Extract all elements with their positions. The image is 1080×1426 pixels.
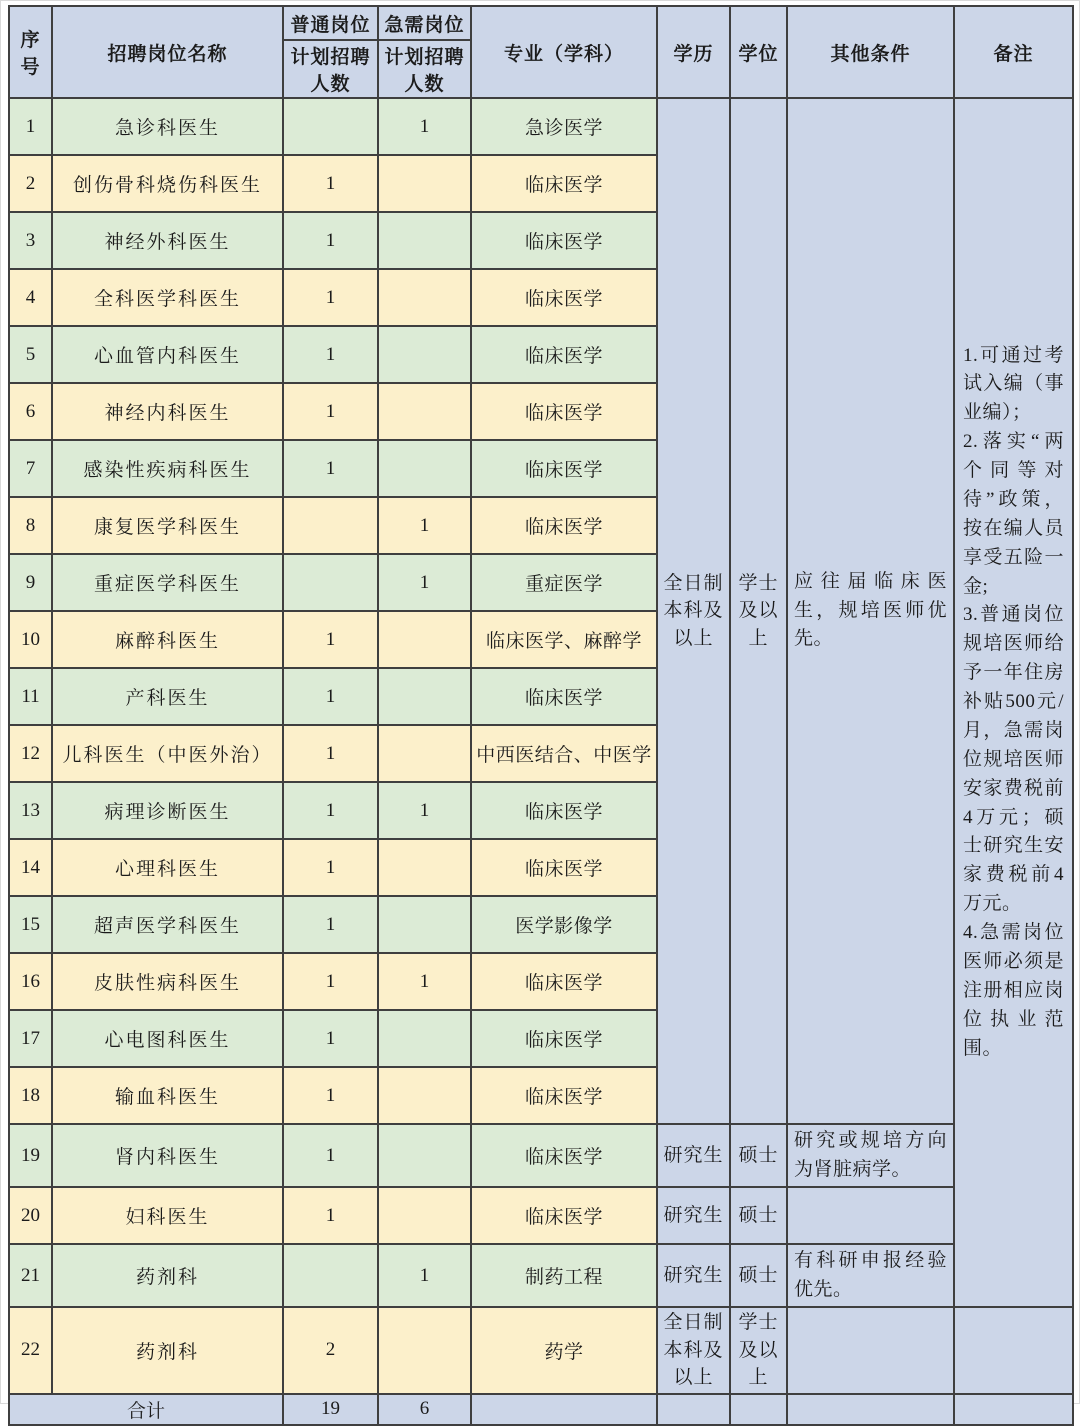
cell-degree: 硕士: [730, 1244, 787, 1307]
cell-position: 急诊科医生: [52, 98, 283, 155]
cell-serial: 14: [9, 839, 52, 896]
cell-regular-count: 1: [283, 1010, 378, 1067]
cell-serial: 1: [9, 98, 52, 155]
remark-item: 3.普通岗位规培医师给予一年住房补贴500元/月，急需岗位规培医师安家费税前4万元；硕士研究生安家费税前4万元。: [963, 604, 1064, 915]
cell-serial: 19: [9, 1124, 52, 1187]
cell-major: 临床医学: [471, 155, 657, 212]
remark-item: 2.落实“两个同等对待”政策，按在编人员享受五险一金;: [963, 431, 1064, 597]
cell-serial: 22: [9, 1307, 52, 1394]
cell-regular-count: 1: [283, 269, 378, 326]
cell-serial: 10: [9, 611, 52, 668]
cell-serial: 6: [9, 383, 52, 440]
cell-total-education: [657, 1394, 730, 1425]
cell-major: 临床医学: [471, 839, 657, 896]
cell-position: 重症医学科医生: [52, 554, 283, 611]
cell-serial: 8: [9, 497, 52, 554]
cell-urgent-count: 1: [378, 554, 471, 611]
table-row: [9, 1187, 1073, 1244]
header-regular-group: 普通岗位: [283, 6, 378, 40]
header-other: 其他条件: [787, 6, 954, 98]
cell-total-other: [787, 1394, 954, 1425]
cell-major: 临床医学: [471, 326, 657, 383]
cell-serial: 21: [9, 1244, 52, 1307]
cell-regular-count: 1: [283, 383, 378, 440]
cell-regular-count: [283, 554, 378, 611]
cell-major: 中西医结合、中医学: [471, 725, 657, 782]
cell-position: 产科医生: [52, 668, 283, 725]
cell-urgent-count: [378, 383, 471, 440]
cell-urgent-count: [378, 725, 471, 782]
cell-serial: 4: [9, 269, 52, 326]
cell-position: 肾内科医生: [52, 1124, 283, 1187]
cell-urgent-count: [378, 1124, 471, 1187]
cell-urgent-count: [378, 896, 471, 953]
cell-position: 感染性疾病科医生: [52, 440, 283, 497]
cell-major: 临床医学: [471, 1067, 657, 1124]
cell-urgent-count: [378, 269, 471, 326]
cell-urgent-count: [378, 1187, 471, 1244]
cell-regular-count: 1: [283, 1067, 378, 1124]
cell-serial: 13: [9, 782, 52, 839]
cell-total-urgent: 6: [378, 1394, 471, 1425]
cell-major: 临床医学: [471, 497, 657, 554]
header-degree: 学位: [730, 6, 787, 98]
cell-serial: 7: [9, 440, 52, 497]
table-row: [9, 98, 1073, 155]
cell-other: 有科研申报经验优先。: [787, 1244, 954, 1307]
cell-urgent-count: 1: [378, 98, 471, 155]
cell-regular-count: 1: [283, 725, 378, 782]
cell-degree-merged: 学士及以上: [730, 98, 787, 1124]
cell-position: 输血科医生: [52, 1067, 283, 1124]
cell-position: 病理诊断医生: [52, 782, 283, 839]
cell-serial: 20: [9, 1187, 52, 1244]
cell-degree: 硕士: [730, 1187, 787, 1244]
cell-position: 神经外科医生: [52, 212, 283, 269]
cell-major: 重症医学: [471, 554, 657, 611]
cell-major: 临床医学: [471, 269, 657, 326]
cell-regular-count: 1: [283, 1187, 378, 1244]
table-row: [9, 1244, 1073, 1307]
cell-position: 儿科医生（中医外治）: [52, 725, 283, 782]
cell-urgent-count: [378, 155, 471, 212]
header-major: 专业（学科）: [471, 6, 657, 98]
cell-regular-count: 1: [283, 839, 378, 896]
cell-position: 皮肤性病科医生: [52, 953, 283, 1010]
cell-serial: 16: [9, 953, 52, 1010]
cell-position: 心血管内科医生: [52, 326, 283, 383]
cell-position: 妇科医生: [52, 1187, 283, 1244]
cell-urgent-count: [378, 326, 471, 383]
cell-regular-count: [283, 1244, 378, 1307]
cell-major: 临床医学: [471, 1124, 657, 1187]
cell-serial: 5: [9, 326, 52, 383]
cell-position: 神经内科医生: [52, 383, 283, 440]
cell-position: 心理科医生: [52, 839, 283, 896]
cell-regular-count: 1: [283, 896, 378, 953]
cell-serial: 17: [9, 1010, 52, 1067]
header-position: 招聘岗位名称: [52, 6, 283, 98]
header-row-top: [9, 6, 1073, 40]
header-urgent-group: 急需岗位: [378, 6, 471, 40]
cell-total-major: [471, 1394, 657, 1425]
remark-item: 4.急需岗位医师必须是注册相应岗位执业范围。: [963, 922, 1064, 1059]
cell-urgent-count: [378, 839, 471, 896]
cell-major: 医学影像学: [471, 896, 657, 953]
cell-regular-count: [283, 98, 378, 155]
cell-other: [787, 1307, 954, 1394]
header-remark: 备注: [954, 6, 1073, 98]
table-row: [9, 1307, 1073, 1394]
cell-regular-count: 1: [283, 782, 378, 839]
cell-degree: 学士及以上: [730, 1307, 787, 1394]
cell-total-remark: [954, 1394, 1073, 1425]
cell-regular-count: 1: [283, 611, 378, 668]
cell-urgent-count: [378, 1010, 471, 1067]
cell-serial: 11: [9, 668, 52, 725]
cell-education-merged: 全日制本科及以上: [657, 98, 730, 1124]
cell-position: 药剂科: [52, 1244, 283, 1307]
cell-major: 临床医学、麻醉学: [471, 611, 657, 668]
header-plan-urgent: 计划招聘人数: [378, 40, 471, 98]
cell-position: 麻醉科医生: [52, 611, 283, 668]
footer-total-row: [9, 1394, 1073, 1425]
cell-urgent-count: [378, 212, 471, 269]
header-education: 学历: [657, 6, 730, 98]
cell-urgent-count: [378, 440, 471, 497]
cell-total-label: 合计: [9, 1394, 283, 1425]
cell-position: 心电图科医生: [52, 1010, 283, 1067]
cell-urgent-count: [378, 1307, 471, 1394]
cell-major: 临床医学: [471, 668, 657, 725]
cell-regular-count: 1: [283, 953, 378, 1010]
cell-major: 急诊医学: [471, 98, 657, 155]
cell-position: 药剂科: [52, 1307, 283, 1394]
cell-regular-count: 1: [283, 155, 378, 212]
cell-major: 药学: [471, 1307, 657, 1394]
cell-urgent-count: [378, 668, 471, 725]
cell-serial: 2: [9, 155, 52, 212]
cell-major: 临床医学: [471, 1010, 657, 1067]
cell-serial: 9: [9, 554, 52, 611]
cell-serial: 15: [9, 896, 52, 953]
cell-urgent-count: 1: [378, 953, 471, 1010]
cell-serial: 18: [9, 1067, 52, 1124]
cell-major: 临床医学: [471, 1187, 657, 1244]
cell-urgent-count: 1: [378, 782, 471, 839]
cell-regular-count: [283, 497, 378, 554]
cell-regular-count: 1: [283, 326, 378, 383]
cell-major: 临床医学: [471, 440, 657, 497]
cell-other-merged: 应往届临床医生，规培医师优先。: [787, 98, 954, 1124]
cell-education: 研究生: [657, 1124, 730, 1187]
cell-serial: 12: [9, 725, 52, 782]
cell-regular-count: 1: [283, 212, 378, 269]
cell-major: 临床医学: [471, 953, 657, 1010]
cell-major: 临床医学: [471, 212, 657, 269]
cell-major: 临床医学: [471, 383, 657, 440]
cell-other: [787, 1187, 954, 1244]
cell-total-regular: 19: [283, 1394, 378, 1425]
header-serial: 序号: [9, 6, 52, 98]
cell-urgent-count: 1: [378, 1244, 471, 1307]
cell-position: 超声医学科医生: [52, 896, 283, 953]
cell-major: 临床医学: [471, 782, 657, 839]
cell-position: 全科医学科医生: [52, 269, 283, 326]
cell-position: 康复医学科医生: [52, 497, 283, 554]
cell-regular-count: 2: [283, 1307, 378, 1394]
remark-item: 1.可通过考试入编（事业编）；: [963, 344, 1064, 424]
cell-education: 全日制本科及以上: [657, 1307, 730, 1394]
cell-remark-merged: [954, 98, 1073, 1307]
cell-position: 创伤骨科烧伤科医生: [52, 155, 283, 212]
cell-remark: [954, 1307, 1073, 1394]
cell-education: 研究生: [657, 1187, 730, 1244]
cell-other: 研究或规培方向为肾脏病学。: [787, 1124, 954, 1187]
cell-total-degree: [730, 1394, 787, 1425]
cell-regular-count: 1: [283, 668, 378, 725]
cell-major: 制药工程: [471, 1244, 657, 1307]
cell-serial: 3: [9, 212, 52, 269]
cell-regular-count: 1: [283, 1124, 378, 1187]
cell-urgent-count: [378, 611, 471, 668]
cell-degree: 硕士: [730, 1124, 787, 1187]
cell-education: 研究生: [657, 1244, 730, 1307]
cell-urgent-count: 1: [378, 497, 471, 554]
table-row: [9, 1124, 1073, 1187]
recruitment-table: [8, 5, 1074, 1426]
cell-regular-count: 1: [283, 440, 378, 497]
header-plan-regular: 计划招聘人数: [283, 40, 378, 98]
cell-urgent-count: [378, 1067, 471, 1124]
